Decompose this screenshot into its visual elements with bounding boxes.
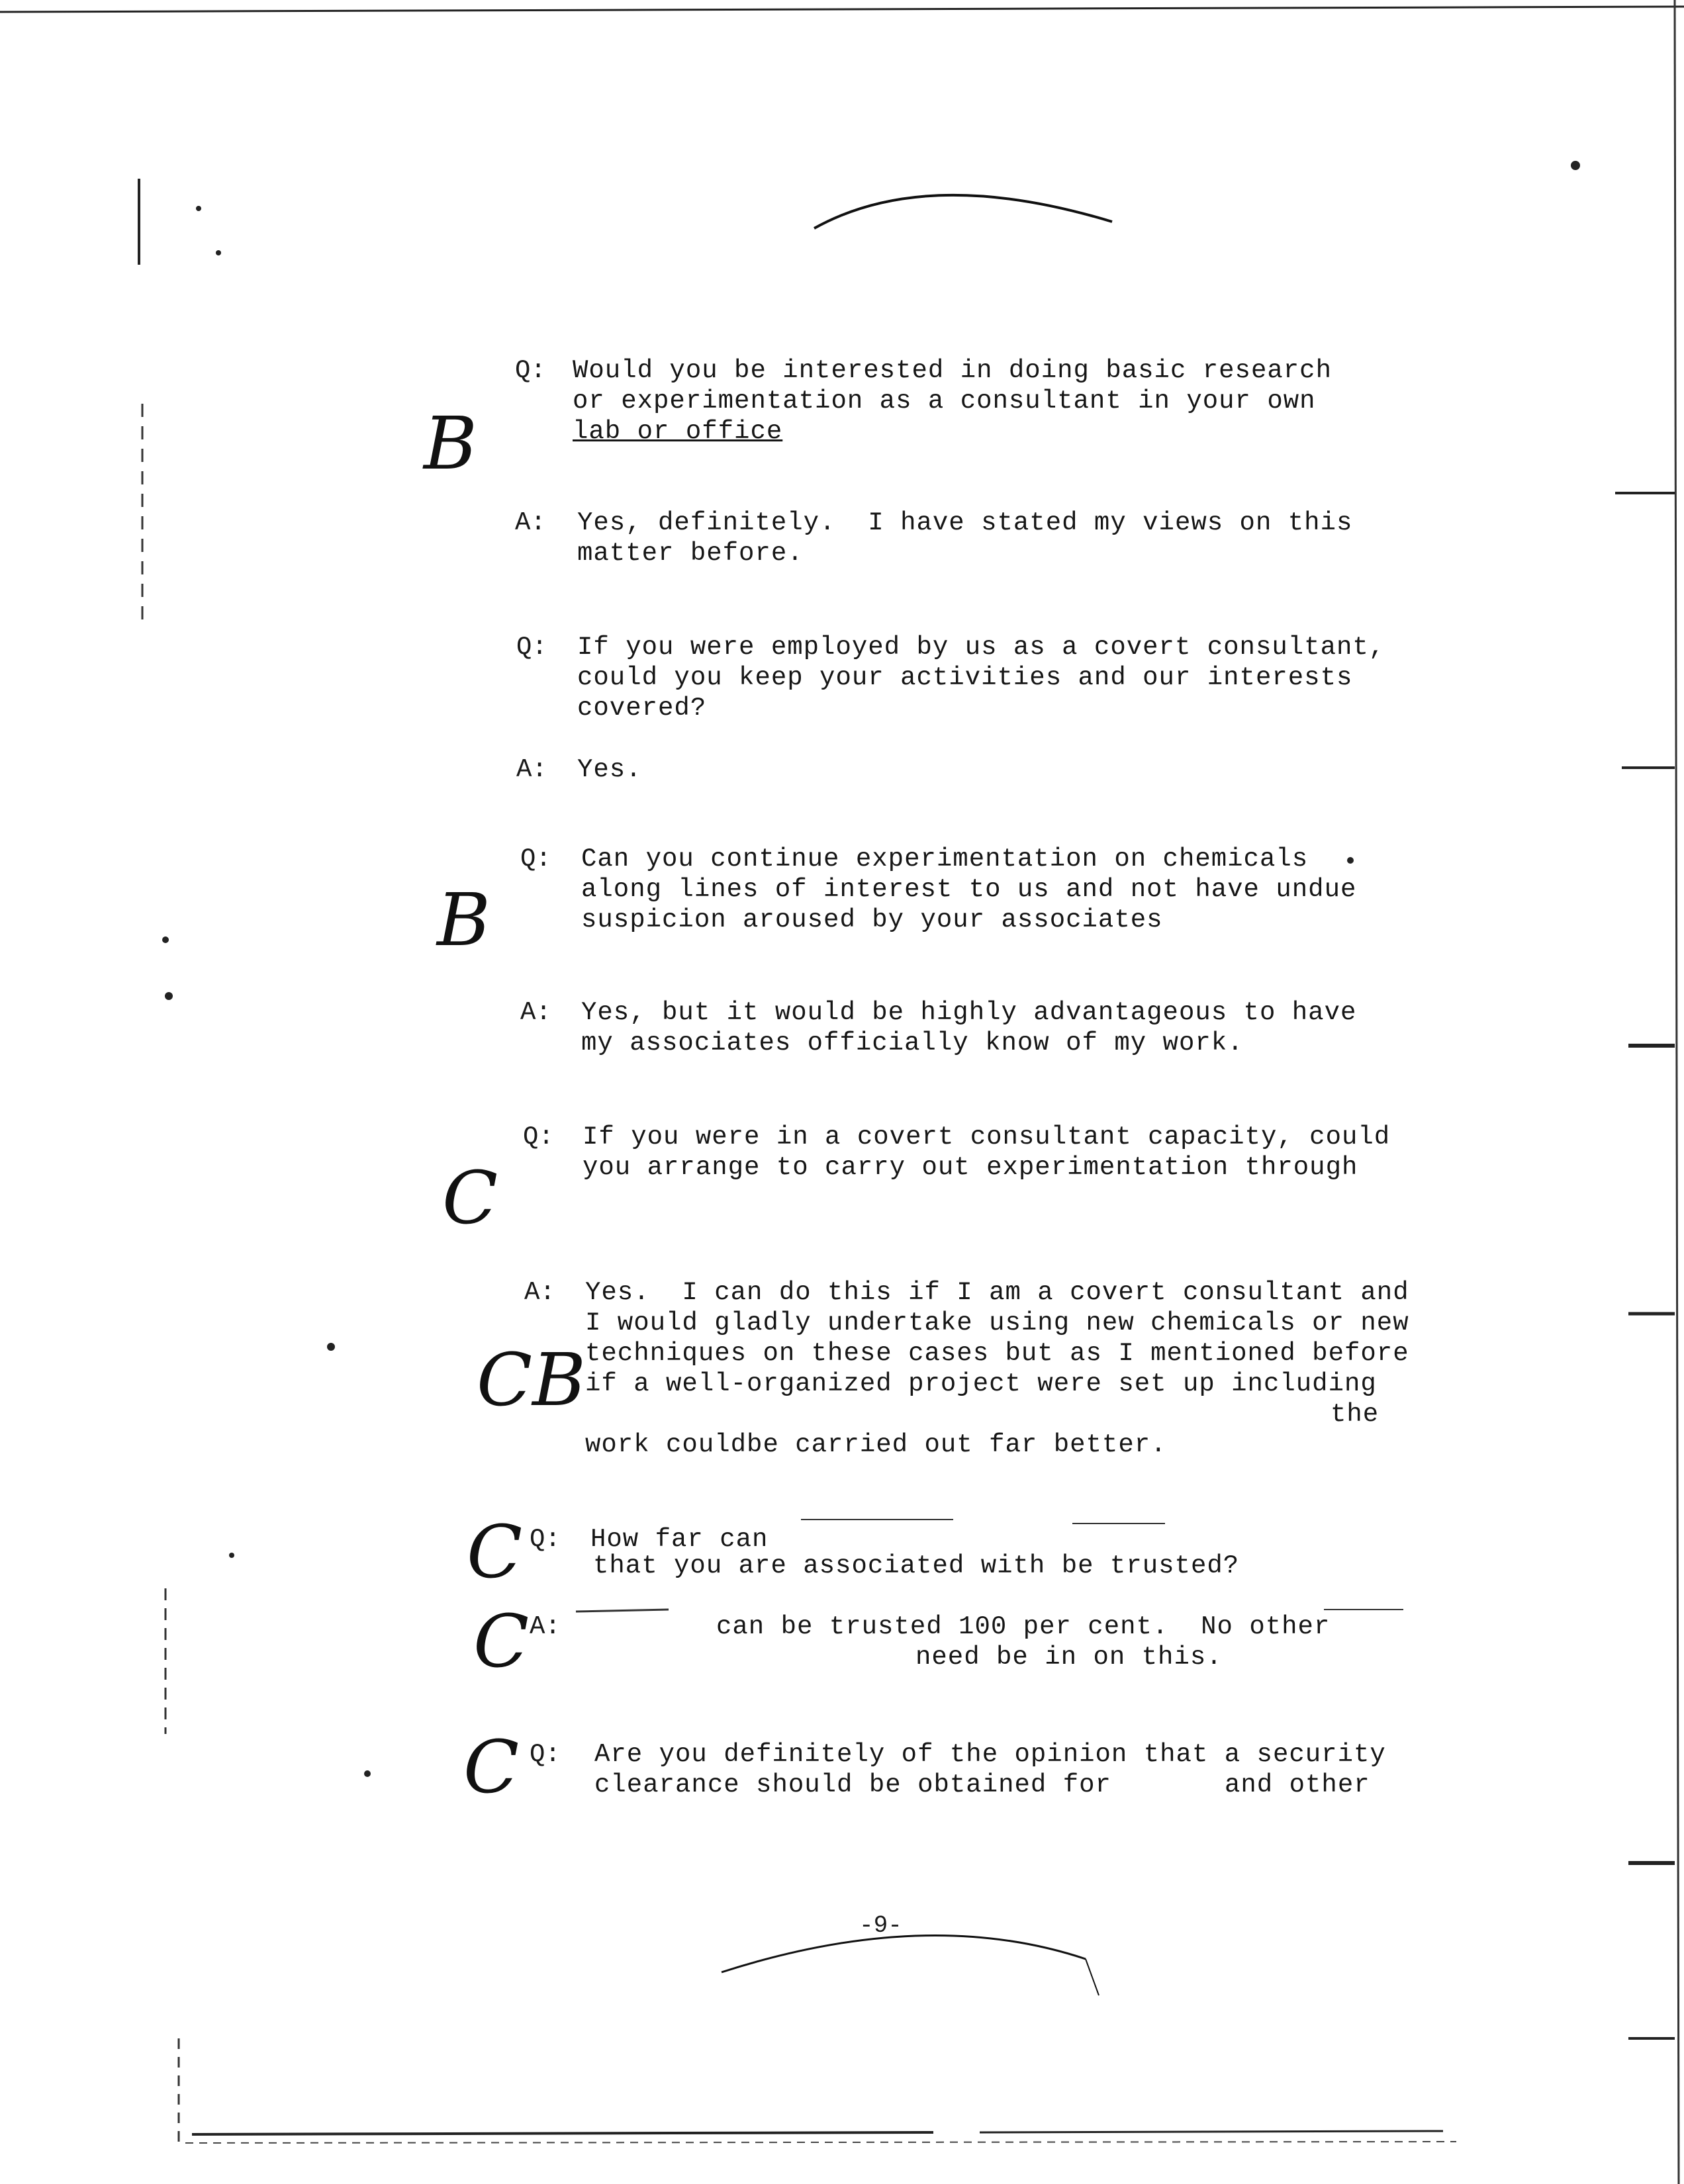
qa-label: A: bbox=[515, 508, 546, 537]
qa-label: Q: bbox=[515, 356, 546, 385]
margin-mark: CB bbox=[477, 1338, 586, 1422]
qa-line: or experimentation as a consultant in your own bbox=[573, 387, 1316, 416]
qa-label: Q: bbox=[516, 633, 547, 662]
qa-label: A: bbox=[516, 755, 547, 784]
qa-label: A: bbox=[524, 1278, 555, 1307]
qa-line: if a well-organized project were set up including bbox=[585, 1369, 1377, 1398]
qa-line: along lines of interest to us and not have undue bbox=[581, 875, 1357, 904]
qa-line: the bbox=[1331, 1400, 1380, 1429]
qa-line: techniques on these cases but as I mentioned before bbox=[585, 1339, 1409, 1368]
page-number: -9- bbox=[859, 1912, 902, 1939]
qa-line: that you are associated with be trusted? bbox=[593, 1551, 1240, 1580]
qa-line: Yes. I can do this if I am a covert consultant and bbox=[585, 1278, 1409, 1307]
margin-mark: B bbox=[437, 878, 491, 962]
qa-line: Can you continue experimentation on chemicals bbox=[581, 844, 1309, 874]
qa-line: Yes. bbox=[577, 755, 642, 784]
qa-label: Q: bbox=[530, 1525, 561, 1554]
qa-line: Are you definitely of the opinion that a security bbox=[594, 1740, 1386, 1769]
qa-line: Yes, but it would be highly advantageous to have bbox=[581, 998, 1357, 1027]
qa-label: A: bbox=[520, 998, 551, 1027]
qa-line: matter before. bbox=[577, 539, 804, 568]
margin-mark: C bbox=[463, 1725, 520, 1809]
margin-mark: B bbox=[424, 401, 477, 486]
qa-label: Q: bbox=[520, 844, 551, 874]
margin-mark: C bbox=[473, 1599, 530, 1684]
qa-line: I would gladly undertake using new chemicals or new bbox=[585, 1308, 1409, 1338]
margin-mark: C bbox=[467, 1510, 523, 1594]
qa-line: How far can bbox=[590, 1525, 769, 1554]
qa-line: lab or office bbox=[573, 417, 783, 446]
qa-line: clearance should be obtained for bbox=[594, 1770, 1111, 1799]
qa-line: covered? bbox=[577, 694, 707, 723]
margin-mark: C bbox=[442, 1156, 498, 1240]
qa-line: If you were in a covert consultant capacity, could bbox=[583, 1122, 1391, 1152]
qa-label: A: bbox=[530, 1612, 561, 1641]
qa-line: Would you be interested in doing basic research bbox=[573, 356, 1332, 385]
qa-line: need be in on this. bbox=[915, 1643, 1223, 1672]
qa-label: Q: bbox=[523, 1122, 554, 1152]
qa-line: If you were employed by us as a covert consultant, bbox=[577, 633, 1385, 662]
qa-line: could you keep your activities and our interests bbox=[577, 663, 1353, 692]
qa-line: my associates officially know of my work. bbox=[581, 1028, 1244, 1058]
qa-line: and other bbox=[1225, 1770, 1370, 1799]
qa-line: can be trusted 100 per cent. No other bbox=[716, 1612, 1331, 1641]
qa-line: work couldbe carried out far better. bbox=[585, 1430, 1167, 1459]
qa-line: suspicion aroused by your associates bbox=[581, 905, 1163, 934]
qa-line: Yes, definitely. I have stated my views on this bbox=[577, 508, 1353, 537]
qa-label: Q: bbox=[530, 1740, 561, 1769]
qa-line: you arrange to carry out experimentation through bbox=[583, 1153, 1358, 1182]
